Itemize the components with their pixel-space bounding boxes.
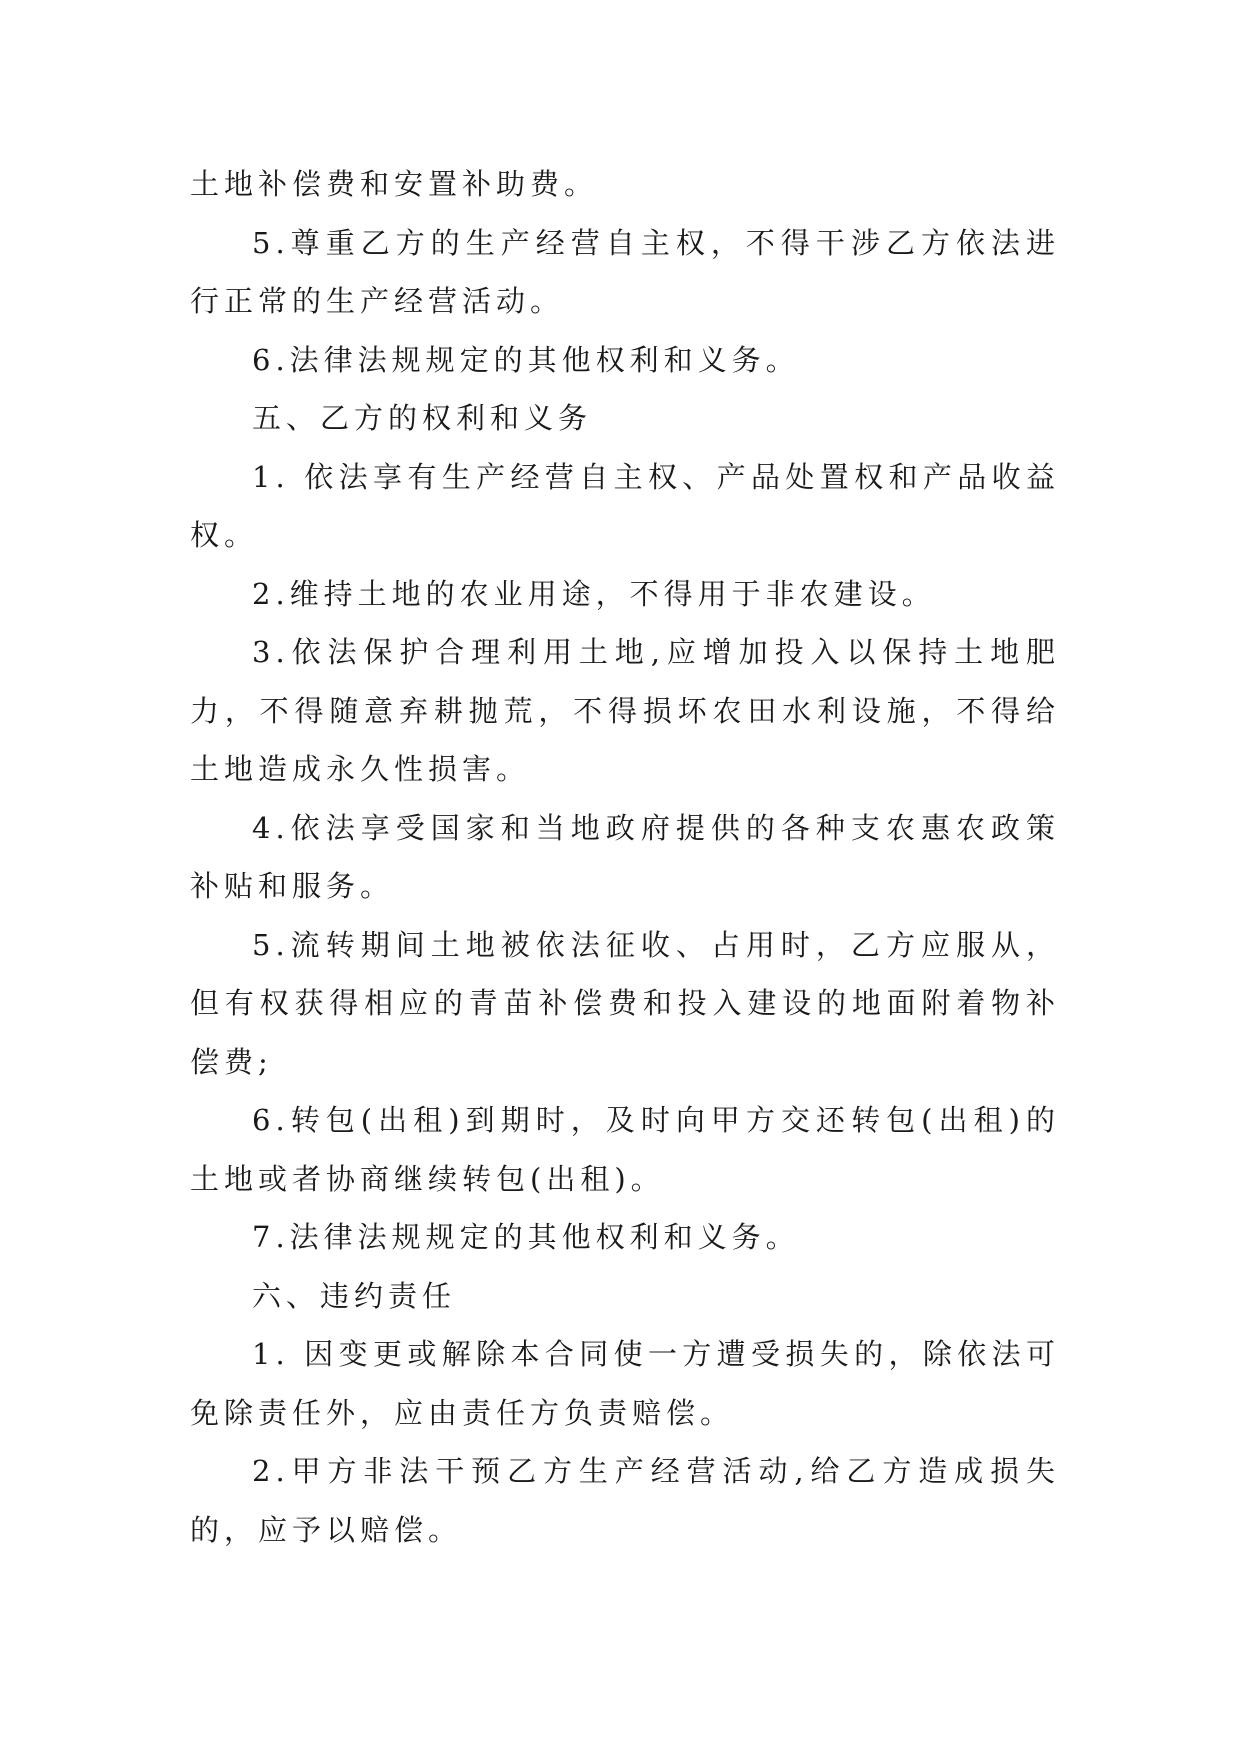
paragraph: 6.法律法规规定的其他权利和义务。 [252, 342, 800, 377]
paragraph: 1. 因变更或解除本合同使一方遭受损失的，除依法可免除责任外，应由责任方负责赔偿。 [190, 1337, 1060, 1430]
paragraph: 1. 依法享有生产经营自主权、产品处置权和产品收益权。 [190, 459, 1060, 552]
document-body [190, 155, 1060, 1559]
paragraph: 7.法律法规规定的其他权利和义务。 [252, 1220, 800, 1254]
paragraph: 4.依法享受国家和当地政府提供的各种支农惠农政策补贴和服务。 [190, 810, 1060, 903]
paragraph: 6.转包(出租)到期时，及时向甲方交还转包(出租)的土地或者协商继续转包(出租)。 [190, 1103, 1060, 1196]
paragraph: 5.尊重乙方的生产经营自主权，不得干涉乙方依法进行正常的生产经营活动。 [190, 225, 1060, 318]
paragraph: 2.维持土地的农业用途，不得用于非农建设。 [252, 576, 936, 611]
section-heading: 六、违约责任 [252, 1278, 457, 1313]
paragraph: 土地补偿费和安置补助费。 [190, 167, 599, 201]
paragraph: 3.依法保护合理利用土地,应增加投入以保持土地肥力，不得随意弃耕抛荒，不得损坏农田水利设施，不得给土地造成永久性损害。 [190, 635, 1060, 786]
section-heading: 五、乙方的权利和义务 [252, 401, 593, 435]
paragraph: 2.甲方非法干预乙方生产经营活动,给乙方造成损失的，应予以赔偿。 [190, 1454, 1060, 1547]
paragraph: 5.流转期间土地被依法征收、占用时，乙方应服从，但有权获得相应的青苗补偿费和投入建设的地面附着物补偿费; [190, 927, 1060, 1079]
